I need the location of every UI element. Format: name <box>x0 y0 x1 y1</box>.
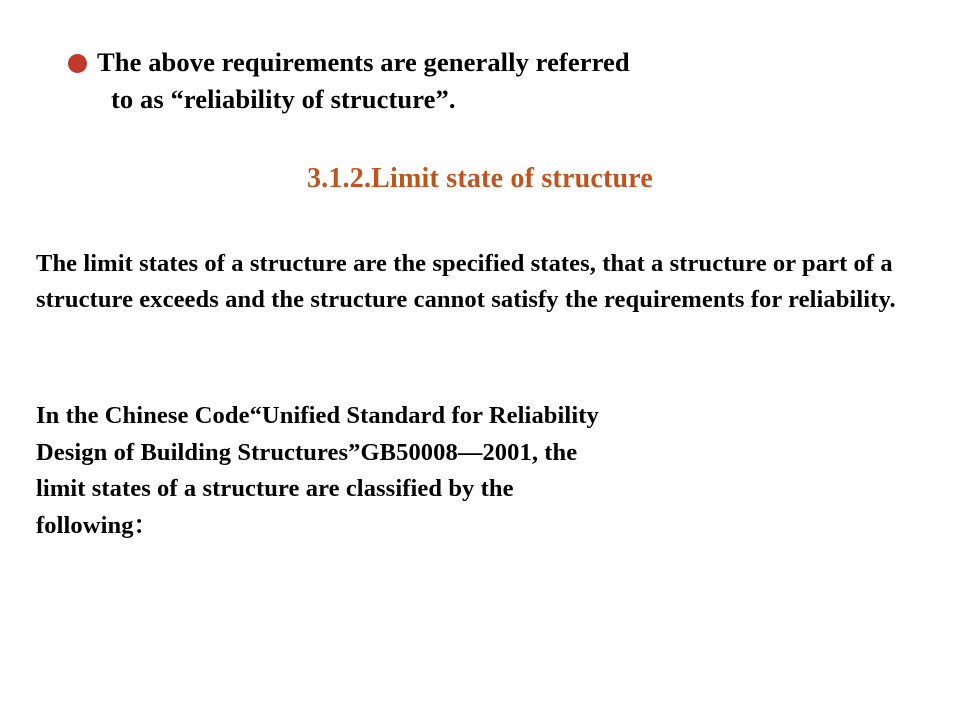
paragraph-chinese-code-line-1: In the Chinese Code“Unified Standard for Reliability <box>36 402 599 429</box>
bullet-line-2: to as “reliability of structure”. <box>111 83 456 114</box>
paragraph-limit-states-definition: The limit states of a structure are the specified states, that a structure or part of a structure exceeds and the structure cannot satisfy the requirements for reliability. <box>36 250 896 313</box>
bullet-line-1: The above requirements are generally referred <box>97 47 630 77</box>
paragraph-chinese-code-line-4: following： <box>36 511 159 539</box>
paragraph-chinese-code-line-3: limit states of a structure are classified by the <box>36 475 514 502</box>
section-heading: 3.1.2.Limit state of structure <box>306 163 654 194</box>
paragraph-chinese-code <box>36 398 916 544</box>
bullet-item <box>68 44 908 117</box>
bullet-dot-icon <box>68 54 87 73</box>
paragraph-chinese-code-line-2: Design of Building Structures”GB50008—2001, the <box>36 438 578 466</box>
bullet-text <box>97 44 630 117</box>
